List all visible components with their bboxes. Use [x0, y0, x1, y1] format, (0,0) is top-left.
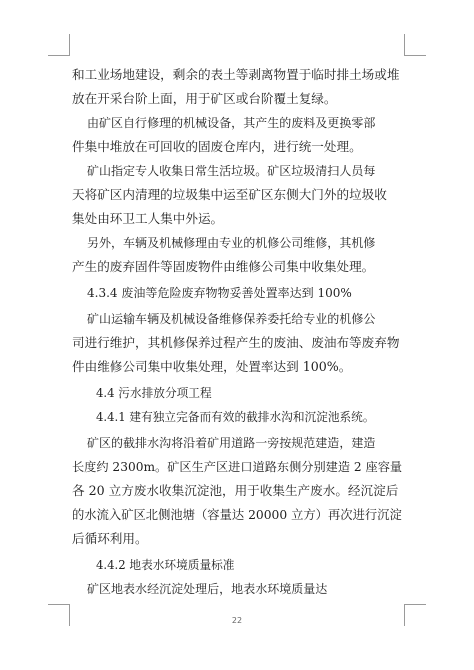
section-heading: 4.3.4 废油等危险废弃物物妥善处置率达到 100% [87, 286, 352, 300]
crop-mark-top-left-h [48, 55, 70, 56]
section-heading: 4.4 污水排放分项工程 [96, 386, 212, 400]
text-line: 矿区的截排水沟将沿着矿用道路一旁按规范建造，建造 [87, 436, 376, 450]
text-line: 集处由环卫工人集中外运。 [72, 211, 224, 226]
text-line: 矿山指定专人收集日常生活垃圾。矿区垃圾清扫人员每 [87, 164, 376, 178]
section-heading: 4.4.2 地表水环境质量标准 [96, 558, 235, 572]
crop-mark-top-right-v [404, 34, 405, 56]
crop-mark-bottom-left-h [48, 604, 70, 605]
text-line: 件集中堆放在可回收的固废仓库内，进行统一处理。 [72, 139, 362, 154]
text-line: 由矿区自行修理的机械设备，其产生的废料及更换零部 [87, 116, 376, 130]
crop-mark-top-left-v [69, 34, 70, 56]
crop-mark-bottom-right-h [404, 604, 426, 605]
text-line: 矿区地表水经沉淀处理后，地表水环境质量达 [87, 582, 328, 596]
text-line: 放在开采台阶上面，用于矿区或台阶覆土复绿。 [72, 91, 337, 106]
text-line: 司进行维护，其机修保养过程产生的废油、废油布等废弃物 [72, 335, 400, 350]
text-line: 长度约 2300m。矿区生产区进口道路东侧分别建造 2 座容量 [72, 460, 402, 474]
text-line: 后循环利用。 [72, 531, 148, 546]
crop-mark-top-right-h [404, 55, 426, 56]
page-number: 22 [231, 616, 243, 625]
text-line: 的水流入矿区北侧池塘（容量达 20000 立方）再次进行沉淀 [72, 508, 402, 522]
text-line: 件由维修公司集中收集处理，处置率达到 100%。 [72, 359, 352, 374]
text-line: 矿山运输车辆及机械设备维修保养委托给专业的机修公 [87, 312, 376, 326]
text-line: 各 20 立方废水收集沉淀池，用于收集生产废水。经沉淀后 [72, 483, 399, 498]
text-line: 天将矿区内清理的垃圾集中运至矿区东侧大门外的垃圾收 [72, 187, 387, 202]
text-line: 另外，车辆及机械修理由专业的机修公司维修，其机修 [87, 236, 376, 250]
section-heading: 4.4.1 建有独立完备而有效的截排水沟和沉淀池系统。 [96, 410, 375, 424]
text-line: 和工业场地建设，剩余的表土等剥离物置于临时排土场或堆 [72, 67, 400, 82]
text-line: 产生的废弃固件等固废物件由维修公司集中收集处理。 [72, 259, 375, 274]
